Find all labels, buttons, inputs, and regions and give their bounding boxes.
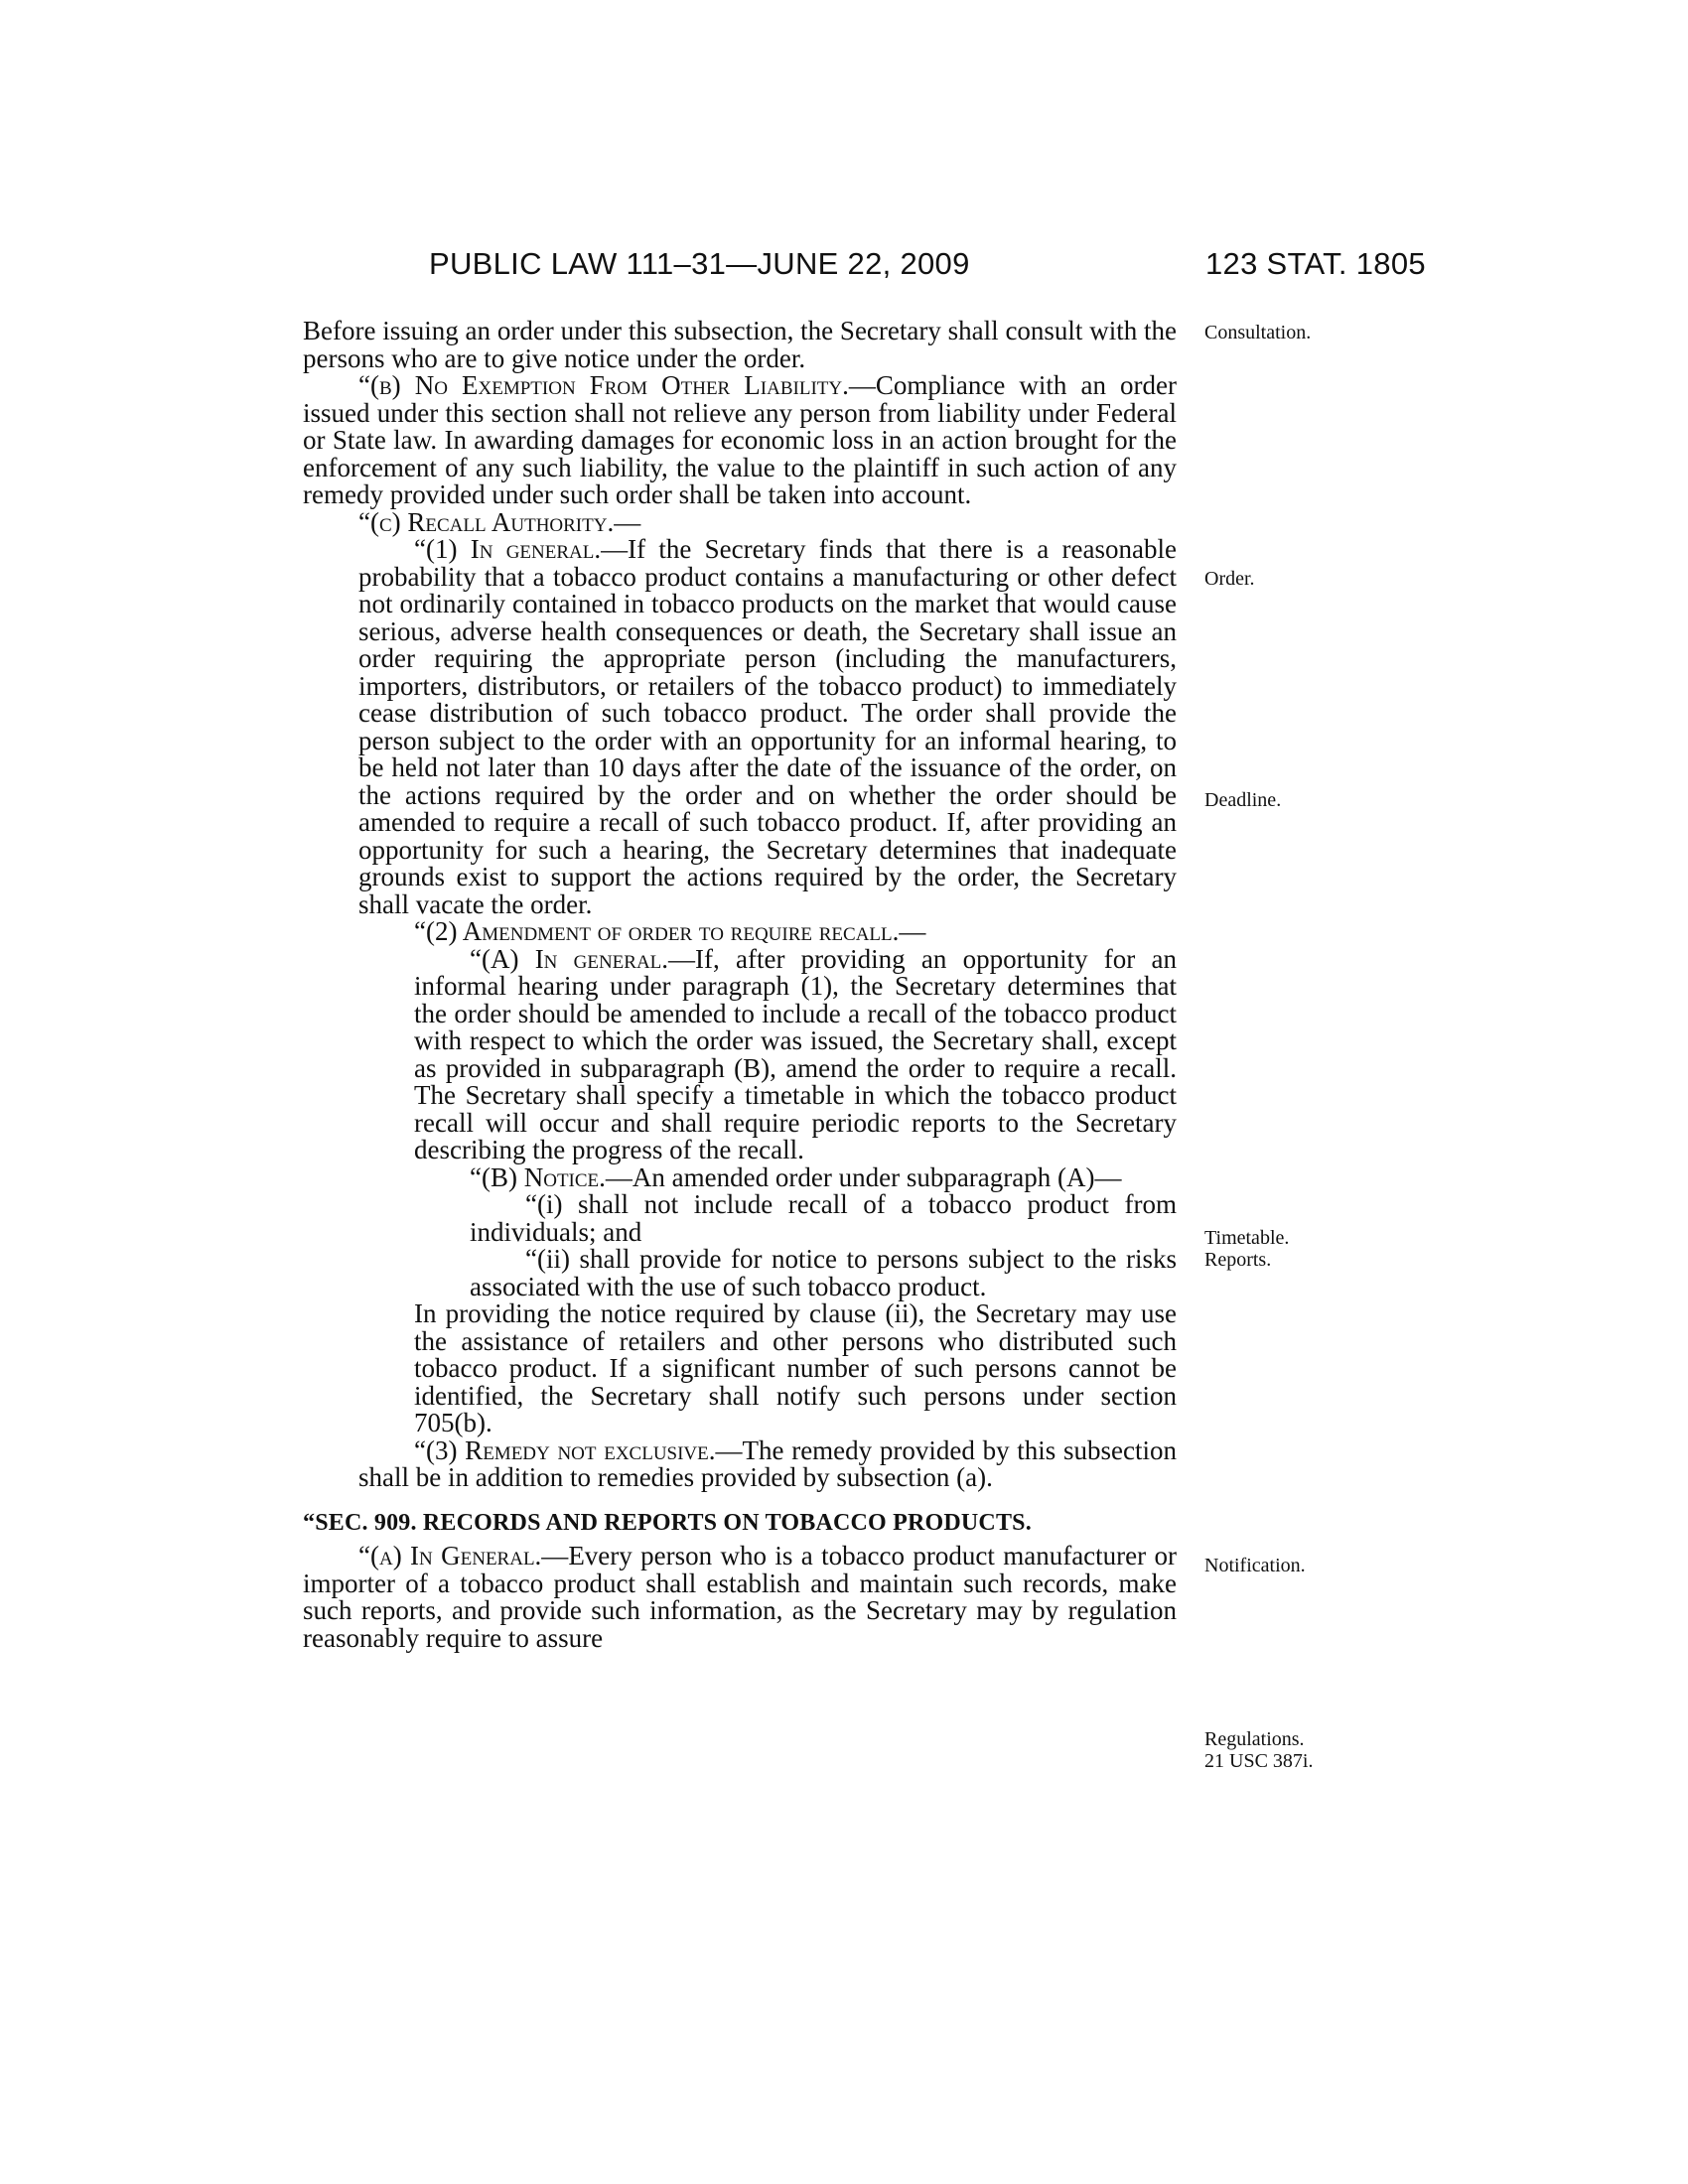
running-header-title: PUBLIC LAW 111–31—JUNE 22, 2009 [429, 246, 970, 281]
subparagraph-c2B-heading: “(B) Notice.— [470, 1161, 633, 1192]
paragraph-consultation: Before issuing an order under this subsection, the Secretary shall consult with the persons who are to give notice under the order. [303, 316, 1177, 373]
subsection-c-heading [303, 506, 1177, 537]
section-909-subsection-a-heading: “(a) In General.— [358, 1541, 569, 1570]
margin-note-usc-citation: 21 USC 387i. [1204, 1750, 1314, 1772]
margin-note-timetable: Timetable. [1204, 1227, 1290, 1249]
paragraph-c1-heading: “(1) In general.— [414, 534, 629, 564]
paragraph-c3-text: The remedy provided by this subsection shall be in addition to remedies provided by subsection (a). [358, 1434, 1177, 1492]
subparagraph-c2B-text: An amended order under subparagraph (A)— [632, 1161, 1122, 1192]
subsection-b-heading: “(b) No Exemption From Other Liability.— [358, 370, 876, 400]
document-body [303, 318, 1177, 1652]
paragraph-c1-text: If the Secretary finds that there is a reasonable probability that a tobacco product contains a manufacturing or other defect not ordinarily contained in tobacco products on the market that would cause serious, adverse health consequences or death, the Secretary shall issue an order requiring the appropriate person (including the manufacturers, importers, distributors, or retailers of the tobacco product) to immediately cease distribution of such tobacco product. The order shall provide the person subject to the order with an opportunity for an informal hearing, to be held not later than 10 days after the date of the issuance of the order, on the actions required by the order and on whether the order should be amended to require a recall of such tobacco product. If, after providing an opportunity for such a hearing, the Secretary determines that inadequate grounds exist to support the actions required by the order, the Secretary shall vacate the order. [358, 534, 1177, 919]
paragraph-c2-heading-text: “(2) Amendment of order to require recall.— [414, 916, 926, 946]
subsection-c-heading-text: “(c) Recall Authority.— [358, 506, 641, 537]
section-909-subsection-a [303, 1543, 1177, 1652]
paragraph-c3 [358, 1434, 1177, 1492]
paragraph-c3-heading: “(3) Remedy not exclusive.— [414, 1434, 743, 1465]
margin-note-notification: Notification. [1204, 1555, 1306, 1576]
subparagraph-c2A-heading: “(A) In general.— [470, 943, 696, 974]
margin-note-order: Order. [1204, 568, 1255, 590]
subparagraph-c2A-text: If, after providing an opportunity for an informal hearing under paragraph (1), the Secretary determines that the order should be amended to include a recall of the tobacco product with respect to which the order was issued, the Secretary shall, except as provided in subparagraph (B), amend the order to require a recall. The Secretary shall specify a timetable in which the tobacco product recall will occur and shall require periodic reports to the Secretary describing the progress of the recall. [414, 943, 1177, 1164]
section-909-title: “SEC. 909. RECORDS AND REPORTS ON TOBACCO PRODUCTS. [303, 1509, 1032, 1536]
subparagraph-c2B [414, 1161, 1177, 1192]
subsection-b [303, 372, 1177, 509]
subparagraph-c2B-tail: In providing the notice required by clause (ii), the Secretary may use the assistance of retailers and other persons who distributed such tobacco product. If a significant number of such persons cannot be identified, the Secretary shall notify such persons under section 705(b). [414, 1298, 1177, 1437]
clause-i: “(i) shall not include recall of a tobacco product from individuals; and [470, 1189, 1177, 1247]
subsection-b-text: Compliance with an order issued under this section shall not relieve any person from liability under Federal or State law. In awarding damages for economic loss in an action brought for the enforcement of any such liability, the value to the plaintiff in such action of any remedy provided under such order shall be taken into account. [303, 370, 1177, 509]
paragraph-c1 [358, 536, 1177, 918]
margin-note-regulations: Regulations. [1204, 1728, 1305, 1750]
subparagraph-c2A [414, 943, 1177, 1164]
margin-note-consultation: Consultation. [1204, 322, 1312, 343]
margin-note-deadline: Deadline. [1204, 789, 1282, 811]
clause-ii: “(ii) shall provide for notice to persons subject to the risks associated with the use of such tobacco product. [470, 1244, 1177, 1301]
section-909-subsection-a-text: Every person who is a tobacco product manufacturer or importer of a tobacco product shall establish and maintain such records, make such reports, and provide such information, as the Secretary may by regulation reasonably require to assure [303, 1541, 1177, 1653]
running-header-page-number: 123 STAT. 1805 [1205, 246, 1426, 281]
paragraph-c2-heading [358, 918, 1177, 946]
margin-note-reports: Reports. [1204, 1249, 1272, 1271]
